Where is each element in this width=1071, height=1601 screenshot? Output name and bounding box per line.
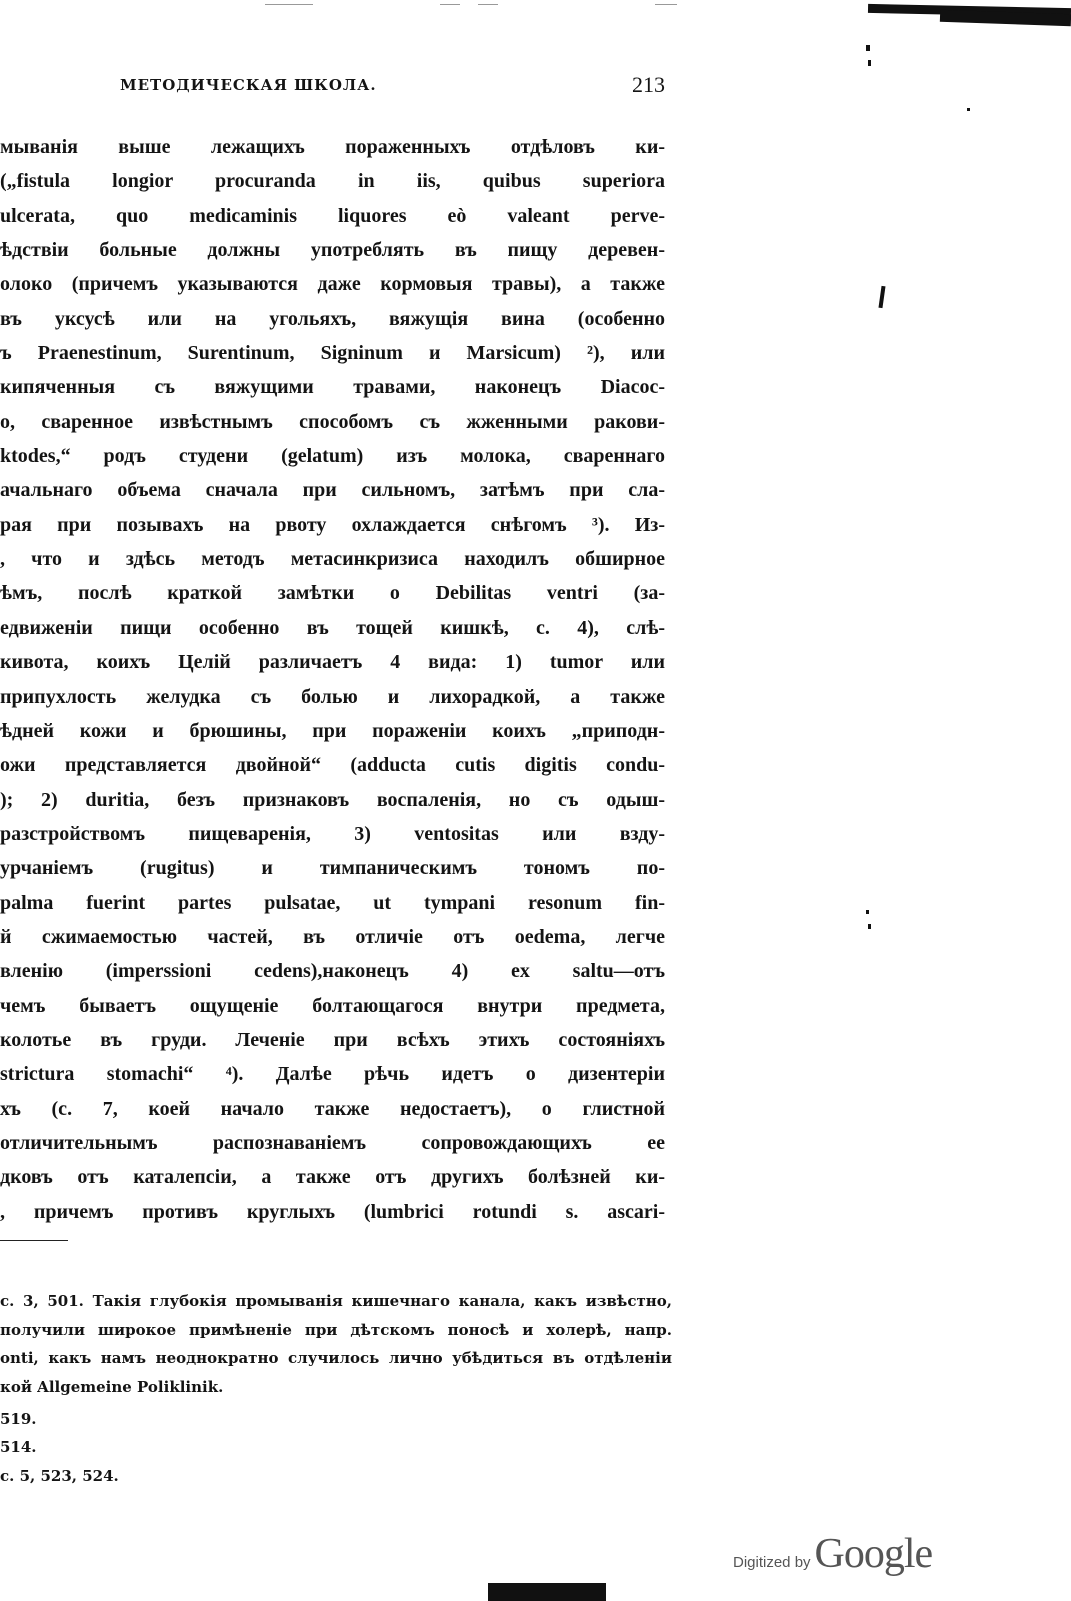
scan-edge-line [655, 4, 677, 5]
text-line: ulcerata, quo medicaminis liquores eò valeant perve- [0, 204, 665, 227]
scan-artifact [866, 45, 870, 51]
text-line: ѣдствіи больные должны употреблять въ пищу деревен- [0, 239, 665, 262]
google-logo: Google [814, 1531, 933, 1577]
page-number: 213 [632, 72, 665, 97]
text-line: ъ Praenestinum, Surentinum, Signinum и Marsicum) ²), или [0, 342, 665, 365]
text-line: ktodes,“ родъ студени (gelatum) изъ молока, свареннаго [0, 445, 665, 468]
scan-artifact [866, 910, 869, 914]
scan-artifact [868, 924, 871, 929]
text-line: дковъ отъ каталепсіи, а также отъ другихъ болѣзней ки- [0, 1166, 665, 1189]
text-line: й сжимаемостью частей, въ отличіе отъ oedema, легче [0, 925, 665, 948]
footnote-line: получили широкое примѣненіе при дѣтскомъ поносѣ и холерѣ, напр. [0, 1320, 672, 1339]
footnote-line: 519. [0, 1409, 37, 1428]
footnote-rule [0, 1240, 68, 1241]
scan-artifact [967, 108, 970, 111]
page-header [0, 68, 665, 108]
text-line: кивота, коихъ Целій различаетъ 4 вида: 1) tumor или [0, 651, 665, 674]
text-line: вленію (imperssioni cedens),наконецъ 4) ex saltu—отъ [0, 960, 665, 983]
text-line: , что и здѣсь методъ метасинкризиса находилъ обширное [0, 548, 665, 571]
text-line: въ уксусѣ или на угольяхъ, вяжущія вина (особенно [0, 307, 665, 330]
text-line: отличительнымъ распознаваніемъ сопровождающихъ ее [0, 1131, 665, 1154]
footnote-line: с. 3, 501. Такія глубокія промыванія кишечнаго канала, какъ извѣстно, [0, 1292, 672, 1310]
scan-artifact [878, 286, 885, 308]
text-line: разстройствомъ пищеваренія, 3) ventositas или взду- [0, 822, 665, 845]
text-line: урчаніемъ (rugitus) и тимпаническимъ тономъ по- [0, 857, 665, 880]
text-line: ); 2) duritia, безъ признаковъ воспаленія, но съ одыш- [0, 788, 665, 811]
text-line: о, сваренное извѣстнымъ способомъ съ жженными ракови- [0, 410, 665, 433]
body-text [0, 130, 665, 1229]
running-head: МЕТОДИЧЕСКАЯ ШКОЛА. [120, 76, 377, 94]
scan-edge-line [265, 4, 313, 5]
footnote-line: с. 5, 523, 524. [0, 1467, 119, 1486]
text-line: рая при позывахъ на рвоту охлаждается снѣгомъ ³). Из- [0, 513, 665, 536]
text-line: чемъ бываетъ ощущеніе болтающагося внутри предмета, [0, 994, 665, 1017]
scan-artifact [488, 1583, 606, 1601]
text-line: едвиженіи пищи особенно въ тощей кишкѣ, с. 4), слѣ- [0, 616, 665, 639]
text-line: мыванія выше лежащихъ пораженныхъ отдѣловъ ки- [0, 136, 665, 158]
footnote-line: 514. [0, 1438, 37, 1457]
footnotes [0, 1287, 672, 1491]
text-line: ѣмъ, послѣ краткой замѣтки о Debilitas ventri (за- [0, 582, 665, 605]
text-line: кипяченныя съ вяжущими травами, наконецъ Diacoc- [0, 376, 665, 399]
digitized-watermark [733, 1530, 932, 1578]
text-line: хъ (с. 7, коей начало также недостаетъ), о глистной [0, 1097, 665, 1120]
watermark-caption: Digitized by [733, 1554, 811, 1571]
text-line: олоко (причемъ указываются даже кормовыя травы), а также [0, 273, 665, 296]
text-line: palma fuerint partes pulsatae, ut tympani resonum fin- [0, 891, 665, 914]
scan-edge-line [440, 4, 460, 5]
text-line: , причемъ противъ круглыхъ (lumbrici rotundi s. ascari- [0, 1200, 665, 1223]
scan-artifact [868, 60, 871, 66]
text-line: („fistula longior procuranda in iis, quibus superiora [0, 170, 665, 193]
text-line: ачальнаго объема сначала при сильномъ, затѣмъ при сла- [0, 479, 665, 502]
text-line: strictura stomachi“ ⁴). Далѣе рѣчь идетъ о дизентеріи [0, 1063, 665, 1086]
text-line: ожи представляется двойной“ (adducta cutis digitis condu- [0, 754, 665, 777]
text-line: колотье въ груди. Леченіе при всѣхъ этихъ состояніяхъ [0, 1028, 665, 1051]
text-line: припухлость желудка съ болью и лихорадкой, а также [0, 685, 665, 708]
footnote-line: кой Allgemeine Poliklinik. [0, 1378, 224, 1397]
scan-edge-line [478, 4, 498, 5]
footnote-line: onti, какъ намъ неоднократно случилось лично убѣдиться въ отдѣленіи [0, 1349, 672, 1368]
text-line: ѣдней кожи и брюшины, при пораженіи коихъ „приподн- [0, 719, 665, 742]
